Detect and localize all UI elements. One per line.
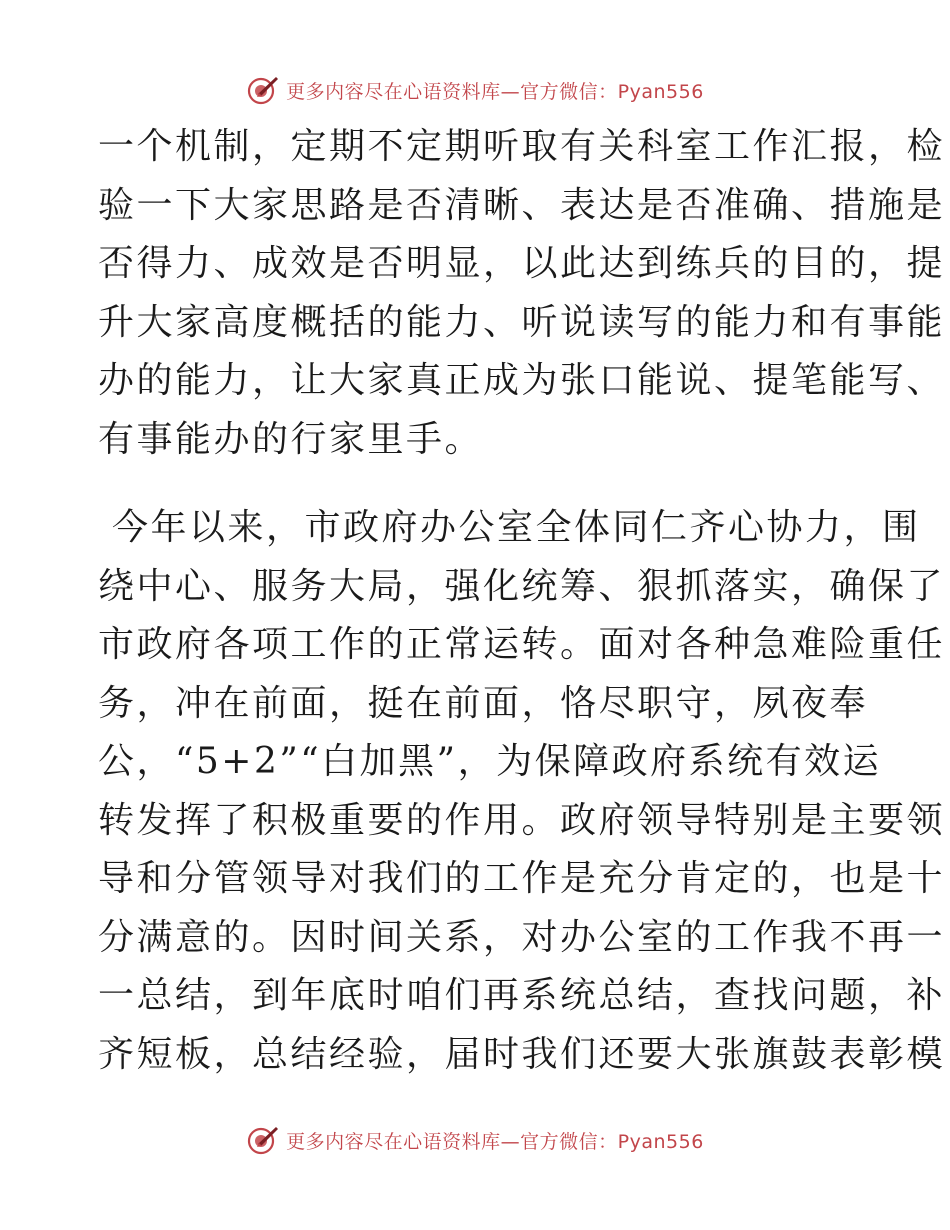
watermark-text: 更多内容尽在心语资料库—官方微信： <box>286 80 618 103</box>
watermark-text: 更多内容尽在心语资料库—官方微信： <box>286 1130 618 1153</box>
text-line: 否得力、成效是否明显，以此达到练兵的目的，提 <box>98 243 946 284</box>
header-watermark <box>0 70 950 110</box>
text-line: 导和分管领导对我们的工作是充分肯定的，也是十 <box>98 858 946 899</box>
watermark-wechat-id: Pyan556 <box>617 80 704 103</box>
watermark-wechat-id: Pyan556 <box>617 1130 704 1153</box>
text-line: 绕中心、服务大局，强化统筹、狠抓落实，确保了 <box>98 565 946 607</box>
paragraph <box>98 499 946 1084</box>
text-line: 今年以来，市政府办公室全体同仁齐心协力，围 <box>98 507 921 548</box>
quill-seal-icon <box>246 1123 280 1157</box>
quill-seal-icon <box>246 73 280 107</box>
text-line: 转发挥了积极重要的作用。政府领导特别是主要领 <box>98 799 946 841</box>
text-line: 有事能办的行家里手。 <box>98 418 484 460</box>
text-line: 升大家高度概括的能力、听说读写的能力和有事能 <box>98 301 946 343</box>
paragraph <box>98 118 946 469</box>
text-line: 分满意的。因时间关系，对办公室的工作我不再一 <box>98 916 946 958</box>
text-line: 务，冲在前面，挺在前面，恪尽职守，夙夜奉 <box>98 682 869 724</box>
text-line: 办的能力，让大家真正成为张口能说、提笔能写、 <box>98 360 946 401</box>
document-body <box>98 118 946 1084</box>
text-line: 一总结，到年底时咱们再系统总结，查找问题，补 <box>98 975 946 1016</box>
text-line: 公，“5+2”“白加黑”，为保障政府系统有效运 <box>98 741 882 782</box>
footer-watermark <box>0 1120 950 1160</box>
text-line: 验一下大家思路是否清晰、表达是否准确、措施是 <box>98 184 946 226</box>
text-line: 一个机制，定期不定期听取有关科室工作汇报，检 <box>98 126 946 167</box>
text-line: 齐短板，总结经验，届时我们还要大张旗鼓表彰模 <box>98 1033 946 1075</box>
text-line: 市政府各项工作的正常运转。面对各种急难险重任 <box>98 624 946 665</box>
